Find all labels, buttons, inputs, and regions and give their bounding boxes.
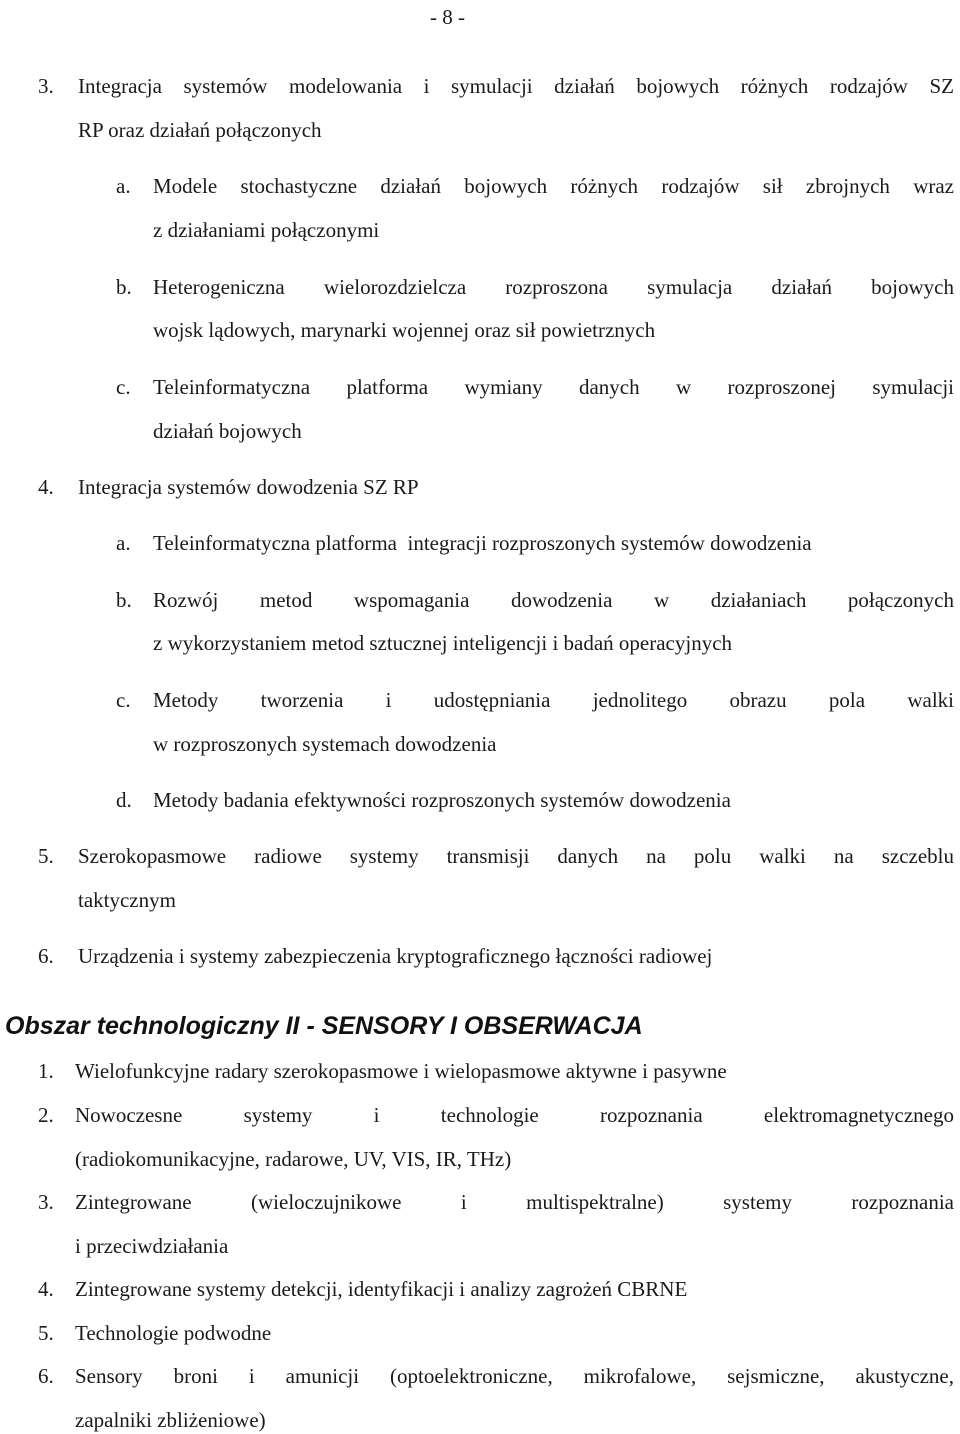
sub-item-text: Modele stochastyczne działań bojowych różnych rodzajów sił zbrojnych wraz [153,174,954,198]
sub-item-text: działań bojowych [153,419,302,443]
sub-item-text: Metody tworzenia i udostępniania jednolitego obrazu pola walki [153,688,954,712]
list-item-text: Szerokopasmowe radiowe systemy transmisji danych na polu walki na szczeblu [78,844,954,868]
list-item-number: 3. [38,1190,54,1214]
sub-item-text: Teleinformatyczna platforma integracji rozproszonych systemów dowodzenia [153,531,812,555]
sub-item-letter: a. [116,174,131,198]
list-item-text: Urządzenia i systemy zabezpieczenia kryptograficznego łączności radiowej [78,944,713,968]
sub-item-text: wojsk lądowych, marynarki wojennej oraz sił powietrznych [153,318,656,342]
sub-item-text: z wykorzystaniem metod sztucznej inteligencji i badań operacyjnych [153,631,733,655]
sub-item-text: Teleinformatyczna platforma wymiany danych w rozproszonej symulacji [153,375,954,399]
list-item-number: 6. [38,1364,54,1388]
list-item-text: i przeciwdziałania [75,1234,229,1258]
sub-item-letter: b. [116,588,132,612]
list-item-number: 5. [38,1321,54,1345]
sub-item-text: z działaniami połączonymi [153,218,380,242]
list-item-text: Integracja systemów dowodzenia SZ RP [78,475,419,499]
sub-item-letter: d. [116,788,132,812]
sub-item-letter: c. [116,688,131,712]
list-item-text: (radiokomunikacyjne, radarowe, UV, VIS, IR, THz) [75,1147,512,1171]
sub-item-text: Rozwój metod wspomagania dowodzenia w działaniach połączonych [153,588,954,612]
list-item-number: 3. [38,74,54,98]
list-item-text: taktycznym [78,888,176,912]
list-item-number: 6. [38,944,54,968]
list-item-text: Zintegrowane systemy detekcji, identyfikacji i analizy zagrożeń CBRNE [75,1277,688,1301]
section-heading: Obszar technologiczny II - SENSORY I OBSERWACJA [5,1012,643,1040]
list-item-text: RP oraz działań połączonych [78,118,322,142]
sub-item-letter: b. [116,275,132,299]
page-number: - 8 - [430,5,465,29]
list-item-number: 4. [38,475,54,499]
list-item-text: Sensory broni i amunicji (optoelektroniczne, mikrofalowe, sejsmiczne, akustyczne, [75,1364,954,1388]
list-item-text: Wielofunkcyjne radary szerokopasmowe i wielopasmowe aktywne i pasywne [75,1059,727,1083]
list-item-text: Zintegrowane (wieloczujnikowe i multispektralne) systemy rozpoznania [75,1190,954,1214]
list-item-text: Nowoczesne systemy i technologie rozpoznania elektromagnetycznego [75,1103,954,1127]
sub-item-text: Heterogeniczna wielorozdzielcza rozproszona symulacja działań bojowych [153,275,954,299]
sub-item-letter: a. [116,531,131,555]
list-item-text: zapalniki zbliżeniowe) [75,1408,266,1432]
list-item-text: Integracja systemów modelowania i symulacji działań bojowych różnych rodzajów SZ [78,74,954,98]
sub-item-text: Metody badania efektywności rozproszonych systemów dowodzenia [153,788,731,812]
list-item-number: 5. [38,844,54,868]
list-item-number: 1. [38,1059,54,1083]
list-item-number: 2. [38,1103,54,1127]
sub-item-text: w rozproszonych systemach dowodzenia [153,732,497,756]
list-item-text: Technologie podwodne [75,1321,272,1345]
list-item-number: 4. [38,1277,54,1301]
sub-item-letter: c. [116,375,131,399]
